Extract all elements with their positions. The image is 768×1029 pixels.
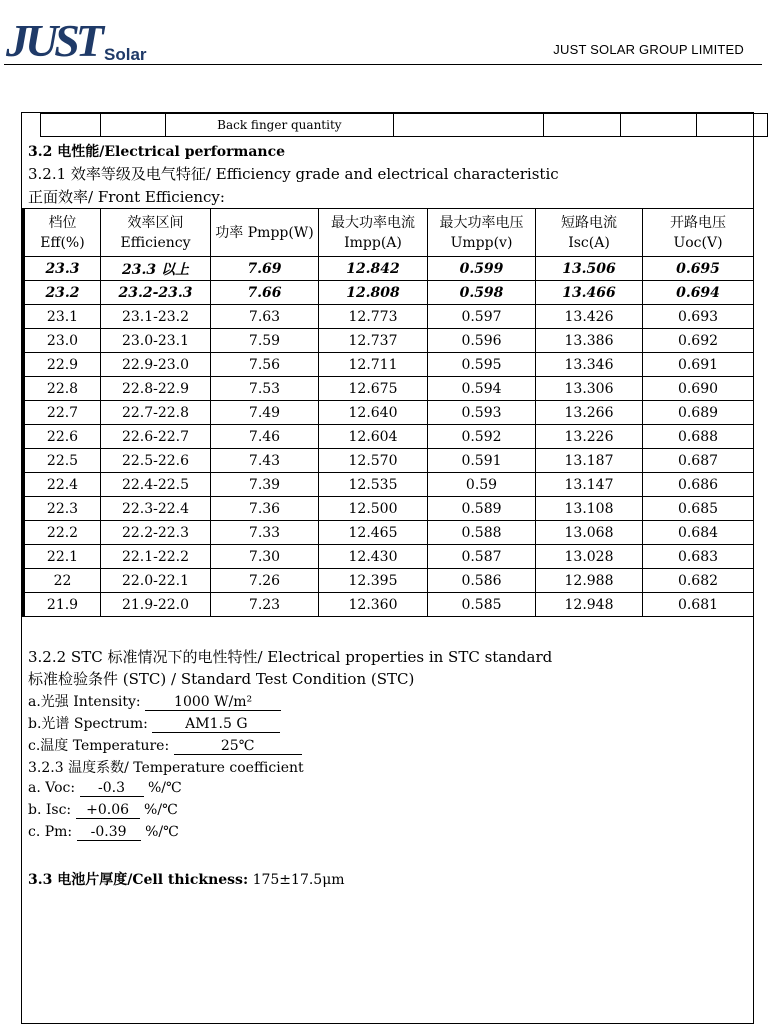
header-line: 短路电流 (561, 214, 617, 231)
table-cell: 13.147 (536, 473, 643, 497)
page-header (0, 0, 768, 66)
table-cell: 22.0-22.1 (101, 569, 211, 593)
header-umpp (428, 209, 536, 257)
voc-value: -0.3 (80, 780, 144, 797)
table-row (24, 401, 754, 425)
table-cell: 22.8-22.9 (101, 377, 211, 401)
spectrum-value: AM1.5 G (152, 716, 280, 733)
company-logo (4, 14, 154, 64)
header-divider (4, 64, 762, 65)
table-cell: 0.691 (643, 353, 754, 377)
intensity-value: 1000 W/m² (145, 694, 281, 711)
table-row (24, 449, 754, 473)
table-cell: 12.842 (319, 257, 428, 281)
pm-row (28, 824, 179, 841)
header-line: Uoc(V) (673, 234, 723, 251)
table-cell: 0.598 (428, 281, 536, 305)
table-cell: 22.7 (24, 401, 101, 425)
table-row (24, 425, 754, 449)
table-cell: 7.36 (211, 497, 319, 521)
table-cell: 12.737 (319, 329, 428, 353)
table-cell: 0.681 (643, 593, 754, 617)
table-header-row (24, 209, 754, 257)
header-line: Efficiency (120, 234, 191, 251)
table-cell: 23.0 (24, 329, 101, 353)
svg-text:JUST: JUST (6, 15, 100, 64)
table-cell (394, 114, 544, 137)
table-cell: 13.187 (536, 449, 643, 473)
table-cell: 22.1 (24, 545, 101, 569)
table-cell: 7.23 (211, 593, 319, 617)
header-line: Eff(%) (40, 234, 85, 251)
document-frame-bottom (21, 1023, 754, 1024)
header-line: 功率 Pmpp(W) (215, 224, 314, 241)
table-cell: 12.711 (319, 353, 428, 377)
section-title: 3.2 电性能/Electrical performance (28, 144, 286, 160)
table-cell: 22.4 (24, 473, 101, 497)
header-power (211, 209, 319, 257)
table-cell: 7.33 (211, 521, 319, 545)
isc-label: b. Isc: (28, 802, 72, 818)
header-impp (319, 209, 428, 257)
table-row (24, 473, 754, 497)
table-cell: 23.2 (24, 281, 101, 305)
thickness-value: 175±17.5μm (252, 872, 345, 888)
table-cell: 7.69 (211, 257, 319, 281)
table-cell: 0.59 (428, 473, 536, 497)
table-cell: 22.7-22.8 (101, 401, 211, 425)
spectrum-label: b.光谱 Spectrum: (28, 716, 148, 732)
table-cell: 22.8 (24, 377, 101, 401)
table-cell: 12.808 (319, 281, 428, 305)
header-line: 最大功率电压 (439, 214, 524, 231)
table-cell: 0.693 (643, 305, 754, 329)
isc-unit: %/℃ (144, 802, 178, 818)
table-cell: 22.9-23.0 (101, 353, 211, 377)
efficiency-table-body (24, 257, 754, 617)
table-cell: 0.589 (428, 497, 536, 521)
table-cell: 13.346 (536, 353, 643, 377)
table-cell: 0.688 (643, 425, 754, 449)
table-cell: 7.66 (211, 281, 319, 305)
table-cell: 21.9-22.0 (101, 593, 211, 617)
table-cell: 0.599 (428, 257, 536, 281)
table-cell: 0.695 (643, 257, 754, 281)
front-efficiency-label: 正面效率/ Front Efficiency: (28, 188, 225, 206)
pm-label: c. Pm: (28, 824, 73, 840)
table-cell (620, 114, 696, 137)
table-cell: 23.1 (24, 305, 101, 329)
table-cell (41, 114, 101, 137)
table-cell: 7.59 (211, 329, 319, 353)
temp-coef-title: 3.2.3 温度系数/ Temperature coefficient (28, 760, 304, 776)
back-finger-label: Back finger quantity (165, 114, 393, 137)
table-row (24, 521, 754, 545)
thickness-label: 3.3 电池片厚度/Cell thickness: (28, 872, 249, 888)
table-cell: 7.43 (211, 449, 319, 473)
isc-value: +0.06 (76, 802, 140, 819)
table-row (24, 305, 754, 329)
voc-row (28, 780, 182, 797)
header-isc (536, 209, 643, 257)
table-row (41, 114, 768, 137)
table-cell: 0.588 (428, 521, 536, 545)
table-cell: 23.0-23.1 (101, 329, 211, 353)
header-line: Umpp(v) (450, 234, 513, 251)
table-cell: 0.587 (428, 545, 536, 569)
table-cell: 0.685 (643, 497, 754, 521)
table-cell: 22.9 (24, 353, 101, 377)
table-cell: 0.591 (428, 449, 536, 473)
stc-title: 3.2.2 STC 标准情况下的电性特性/ Electrical properties in STC standard (28, 648, 553, 666)
voc-unit: %/℃ (147, 780, 182, 796)
table-cell: 21.9 (24, 593, 101, 617)
section-subtitle: 3.2.1 效率等级及电气特征/ Efficiency grade and electrical characteristic (28, 165, 559, 183)
table-cell: 13.466 (536, 281, 643, 305)
header-line: 最大功率电流 (331, 214, 415, 231)
table-row (24, 281, 754, 305)
table-cell: 22.3-22.4 (101, 497, 211, 521)
table-cell: 12.570 (319, 449, 428, 473)
table-cell: 22.6 (24, 425, 101, 449)
table-cell: 13.426 (536, 305, 643, 329)
table-cell: 7.39 (211, 473, 319, 497)
table-cell: 13.506 (536, 257, 643, 281)
table-cell: 0.585 (428, 593, 536, 617)
table-row (24, 257, 754, 281)
header-line: 档位 (48, 214, 77, 231)
table-cell: 0.592 (428, 425, 536, 449)
table-cell: 12.360 (319, 593, 428, 617)
table-cell: 13.108 (536, 497, 643, 521)
stc-condition: 标准检验条件 (STC) / Standard Test Condition (STC) (28, 670, 415, 688)
header-efficiency (101, 209, 211, 257)
table-cell: 0.595 (428, 353, 536, 377)
table-cell: 0.586 (428, 569, 536, 593)
table-cell: 13.226 (536, 425, 643, 449)
table-cell (100, 114, 165, 137)
table-cell: 22.2-22.3 (101, 521, 211, 545)
efficiency-table (22, 208, 754, 617)
table-cell: 23.2-23.3 (101, 281, 211, 305)
header-line: Impp(A) (344, 234, 402, 251)
table-cell: 7.49 (211, 401, 319, 425)
table-row (24, 545, 754, 569)
table-row (24, 329, 754, 353)
table-cell: 13.068 (536, 521, 643, 545)
temperature-value: 25℃ (174, 738, 302, 755)
table-cell: 7.30 (211, 545, 319, 569)
table-row (24, 569, 754, 593)
table-cell: 0.682 (643, 569, 754, 593)
table-cell: 7.63 (211, 305, 319, 329)
table-cell: 23.1-23.2 (101, 305, 211, 329)
stc-temperature-row (28, 735, 302, 755)
table-cell: 13.306 (536, 377, 643, 401)
table-row (24, 497, 754, 521)
table-cell: 12.430 (319, 545, 428, 569)
table-cell: 13.386 (536, 329, 643, 353)
table-cell (544, 114, 620, 137)
table-cell: 0.686 (643, 473, 754, 497)
table-cell: 0.692 (643, 329, 754, 353)
table-cell: 22.1-22.2 (101, 545, 211, 569)
table-cell: 22.6-22.7 (101, 425, 211, 449)
table-row (24, 377, 754, 401)
table-cell: 12.773 (319, 305, 428, 329)
header-line: 效率区间 (127, 214, 184, 231)
table-cell: 7.53 (211, 377, 319, 401)
table-cell: 12.988 (536, 569, 643, 593)
table-cell: 0.687 (643, 449, 754, 473)
table-cell (697, 114, 768, 137)
svg-text:Solar: Solar (104, 45, 147, 64)
company-name: JUST SOLAR GROUP LIMITED (553, 42, 744, 57)
table-cell: 22.5-22.6 (101, 449, 211, 473)
pm-unit: %/℃ (145, 824, 179, 840)
table-cell: 13.028 (536, 545, 643, 569)
back-finger-table (40, 113, 768, 137)
table-cell: 0.594 (428, 377, 536, 401)
header-gear (24, 209, 101, 257)
header-line: 开路电压 (670, 214, 726, 231)
stc-spectrum-row (28, 713, 280, 733)
table-cell: 22.2 (24, 521, 101, 545)
table-cell: 12.604 (319, 425, 428, 449)
table-cell: 0.597 (428, 305, 536, 329)
table-cell: 12.465 (319, 521, 428, 545)
table-cell: 12.675 (319, 377, 428, 401)
table-cell: 13.266 (536, 401, 643, 425)
temperature-label: c.温度 Temperature: (28, 738, 170, 754)
table-cell: 7.26 (211, 569, 319, 593)
stc-intensity-row (28, 691, 281, 711)
pm-value: -0.39 (77, 824, 141, 841)
voc-label: a. Voc: (28, 780, 76, 796)
table-cell: 7.56 (211, 353, 319, 377)
table-cell: 0.596 (428, 329, 536, 353)
header-uoc (643, 209, 754, 257)
table-cell: 22 (24, 569, 101, 593)
table-row (24, 593, 754, 617)
table-row (24, 353, 754, 377)
isc-row (28, 802, 178, 819)
table-cell: 12.640 (319, 401, 428, 425)
table-cell: 12.948 (536, 593, 643, 617)
intensity-label: a.光强 Intensity: (28, 694, 141, 710)
table-cell: 0.690 (643, 377, 754, 401)
thickness-row (28, 869, 345, 889)
table-cell: 0.593 (428, 401, 536, 425)
just-solar-logo-icon (4, 14, 154, 64)
table-cell: 7.46 (211, 425, 319, 449)
table-cell: 12.395 (319, 569, 428, 593)
table-cell: 12.500 (319, 497, 428, 521)
table-cell: 22.4-22.5 (101, 473, 211, 497)
table-cell: 0.694 (643, 281, 754, 305)
table-cell: 23.3 以上 (101, 257, 211, 281)
header-line: Isc(A) (568, 234, 610, 251)
table-cell: 0.689 (643, 401, 754, 425)
table-cell: 22.3 (24, 497, 101, 521)
table-cell: 23.3 (24, 257, 101, 281)
table-cell: 0.683 (643, 545, 754, 569)
table-cell: 0.684 (643, 521, 754, 545)
table-cell: 12.535 (319, 473, 428, 497)
table-cell: 22.5 (24, 449, 101, 473)
